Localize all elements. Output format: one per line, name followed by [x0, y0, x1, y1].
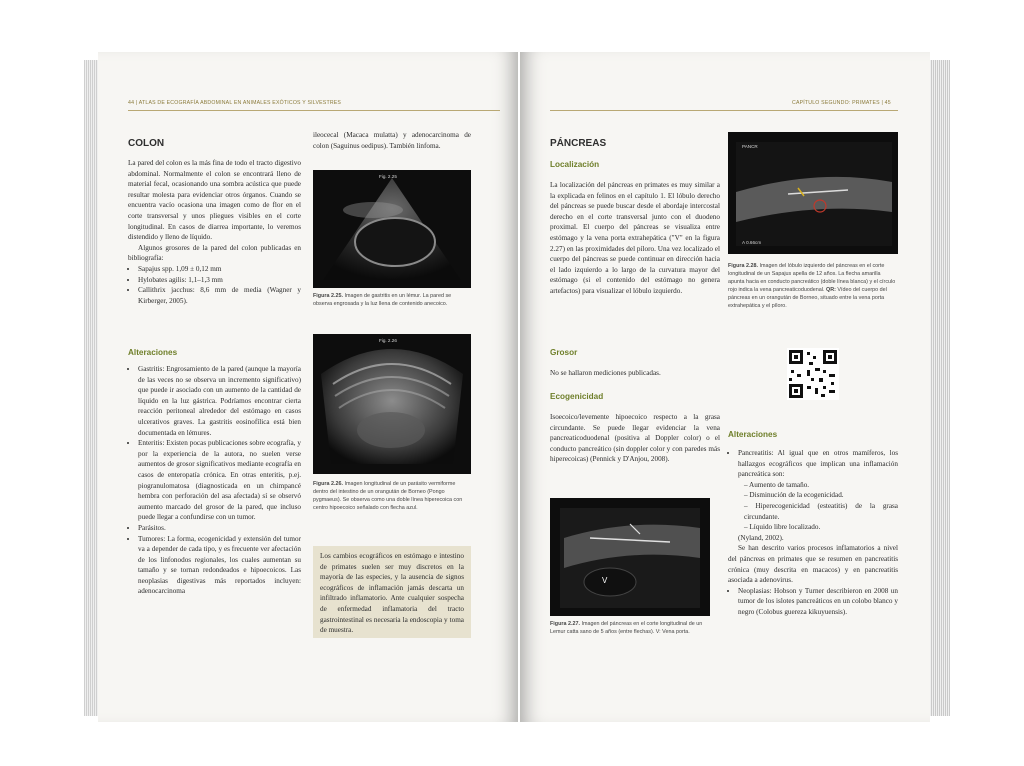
ultrasound-image	[313, 170, 471, 288]
fig25-caption-text: Imagen de gastritis en un lémur. La pared se observa engrosada y la luz llena de contenido anecoico.	[313, 293, 452, 307]
ultrasound-image	[313, 334, 471, 474]
fig28-qr-text: Vídeo del cuerpo del páncreas en un orangután de Borneo, situado entre la vena porta extrahepática y el píloro.	[728, 287, 887, 309]
pancreas-title: PÁNCREAS	[550, 138, 607, 149]
colon-intro: La pared del colon es la más fina de todo el tracto digestivo abdominal. Normalmente el colon se encontrará lleno de material fecal, ocasionando una sombra acústica que puede resultar molesta para evidenciar otros órganos. Cuando se encuentra vacío ocasiona una imagen como de flor en el corte transversal y unos pliegues visibles en el corte longitudinal. En casos de diarrea importante, lo veremos distendido y lleno de líquido.	[128, 159, 301, 242]
alteracion-enteritis: • Enteritis: Existen pocas publicaciones sobre ecografía, y por la experiencia de la autora, no suelen verse aumentos de grosor significativos mediante ecografía en casos de enteropatía crónica. En otras enteritis, p.ej. piogranulomatosa (diagnosticada en un chimpancé hembra con perforación del asa afectada) sí se observó aumento marcado del grosor de la pared, que incluso puede llegar a confundirse con un tumor.	[138, 438, 301, 523]
qr-code-graphic	[787, 348, 839, 400]
right-header-rule	[550, 110, 898, 111]
grosor-heading: Grosor	[550, 348, 578, 357]
pancreatitis-item	[738, 448, 898, 543]
thickness-item: • Callithrix jacchus: 8,6 mm de media (Wagner y Kirberger, 2005).	[138, 285, 301, 306]
right-running-head: CAPÍTULO SEGUNDO: PRIMATES | 45	[792, 100, 891, 106]
pancreatitis-subitem: – Aumento de tamaño.	[744, 480, 810, 489]
left-running-head: 44 | ATLAS DE ECOGRAFÍA ABDOMINAL EN ANIMALES EXÓTICOS Y SILVESTRES	[128, 100, 342, 106]
fig27-caption-bold: Figura 2.27.	[550, 621, 580, 627]
procesos-text: Se han descrito varios procesos inflamatorios a nivel del páncreas en primates que se resumen en pancreatitis crónica (muy descrita en macacos) y en pancreatitis asociada a adenovirus.	[728, 544, 898, 585]
page-edges-right	[930, 60, 950, 716]
ultrasound-image	[550, 498, 710, 616]
pancreatitis-sublist	[738, 480, 898, 544]
fig25-caption	[313, 292, 471, 308]
ultrasound-figure-2-28	[728, 132, 898, 254]
alteraciones-heading-left: Alteraciones	[128, 348, 178, 357]
alteraciones-list-left	[128, 364, 301, 597]
fig28-caption-bold: Figura 2.28.	[728, 263, 758, 269]
alteraciones-heading-right: Alteraciones	[728, 430, 778, 439]
colon-body	[128, 158, 301, 306]
fig26-caption	[313, 480, 471, 512]
localizacion-heading: Localización	[550, 160, 600, 169]
pancreas-alteraciones	[728, 448, 898, 618]
fig28-qr-bold: QR:	[826, 287, 836, 293]
colon-title: COLON	[128, 138, 165, 149]
page-edges-left	[84, 60, 98, 716]
grosor-text: No se hallaron mediciones publicadas.	[550, 369, 661, 377]
fig27-caption	[550, 620, 710, 636]
alteracion-tumores: • Tumores: La forma, ecogenicidad y extensión del tumor va a depender de cada tipo, y es frecuente ver afectación de los linfonodos regionales, los cuales aumentan su tamaño y se tornan redondeados e hipoecoicos. Las neoplasias digestivas más reportados incluyen: adenocarcinoma	[138, 534, 301, 598]
fig27-caption-text: Imagen del páncreas en el corte longitudinal de un Lemur catta sano de 5 años (entre flechas). V: Vena porta.	[550, 621, 703, 635]
fig26-caption-bold: Figura 2.26.	[313, 481, 343, 487]
info-box: Los cambios ecográficos en estómago e intestino de primates suelen ser muy discretos en la mayoría de las especies, y la ausencia de signos ecográficos de inflamación jamás descarta un infiltrado inflamatorio. Ante cualquier sospecha de enfermedad inflamatoria del tracto gastrointestinal es necesaria la endoscopia y toma de muestra.	[313, 546, 471, 638]
qr-code-icon[interactable]	[787, 348, 839, 400]
alteracion-gastritis: • Gastritis: Engrosamiento de la pared (aunque la mayoría de las veces no se observa un incremento significativo) que puede ir asociado con un aumento de la cantidad de líquido en la luz gástrica. Podríamos encontrar cierta reacción peritoneal alrededor del estómago en casos ulcerativos graves. La gastritis eosinofílica está bien documentada en lémures.	[138, 364, 301, 438]
fig28-label: PANCR	[742, 144, 758, 149]
thickness-item: • Hylobates agilis: 1,1–1,3 mm	[138, 275, 301, 286]
pancreatitis-subitem: – Líquido libre localizado.	[744, 523, 821, 532]
fig25-label: Fig. 2.25	[379, 174, 397, 179]
ultrasound-figure-2-27	[550, 498, 710, 616]
ultrasound-image	[728, 132, 898, 254]
alteracion-parasitos: • Parásitos.	[138, 523, 301, 534]
fig26-caption-text: Imagen longitudinal de un parásito vermiforme dentro del intestino de un orangután de Borneo (Pongo pygmaeus). Se observa como una doble línea hiperecoica con centro hipoecoico señalado con flecha azul.	[313, 481, 463, 511]
fig28-measure: A 0.66cm	[742, 240, 762, 245]
fig28-caption	[728, 262, 898, 310]
thickness-list	[128, 264, 301, 306]
fig27-v-label: V	[602, 576, 608, 585]
ecogenicidad-heading: Ecogenicidad	[550, 392, 604, 401]
ultrasound-figure-2-25	[313, 170, 471, 288]
nyland-citation: (Nyland, 2002).	[738, 533, 784, 542]
left-page	[98, 52, 518, 722]
thickness-intro: Algunos grosores de la pared del colon publicadas en bibliografía:	[128, 243, 301, 263]
colon-col2-text: ileocecal (Macaca mulatta) y adenocarcinoma de colon (Saguinus oedipus). También linfoma.	[313, 131, 471, 150]
left-header-rule	[128, 110, 500, 111]
fig26-label: Fig. 2.26	[379, 338, 397, 343]
pancreatitis-subitem: – Hiperecogenicidad (esteatitis) de la grasa circundante.	[744, 501, 898, 521]
thickness-item: • Sapajus spp. 1,09 ± 0,12 mm	[138, 264, 301, 275]
fig28-caption-text: Imagen del lóbulo izquierdo del páncreas en el corte longitudinal de un Sapajus apella de 12 años. La flecha amarilla apunta hacia en conducto pancreático (doble línea blanca) y el círculo rojo indica la vena pancreaticoduodenal.	[728, 263, 896, 293]
right-page	[520, 52, 930, 722]
localizacion-text: La localización del páncreas en primates es muy similar a la explicada en felinos en el capítulo 1. El lóbulo derecho del páncreas se puede buscar desde el abordaje intercostal derecho en el corte transversal junto con el duodeno proximal. El cuerpo del páncreas se visualiza entre estómago y la vena porta extrahepática ("V" en la figura 2.27) en las proximidades del píloro. Una vez localizado el cuerpo del páncreas se puede continuar en dirección hacia el lado izquierdo a lo largo de la curvatura mayor del estómago (si el contenido del estómago no genera artefactos) para visualizar el lóbulo izquierdo.	[550, 181, 720, 295]
ecogenicidad-text: Isoecoico/levemente hipoecoico respecto a la grasa circundante. Se puede llegar evidenciar la vena pancreaticoduodenal (positiva al Doppler color) o el conducto pancreático (sin doppler color y con paredes más hiperecoicas) (Pennick y D'Anjou, 2008).	[550, 413, 720, 464]
pancreatitis-subitem: – Disminución de la ecogenicidad.	[744, 491, 844, 500]
fig25-caption-bold: Figura 2.25.	[313, 293, 343, 299]
pancreatitis-text: Pancreatitis: Al igual que en otros mamíferos, los hallazgos ecográficos que implican una inflamación pancreática son:	[738, 449, 898, 479]
neoplasias-item: • Neoplasias: Hobson y Turner describieron en 2008 un tumor de los islotes pancreáticos en un colobo blanco y negro (Colobus guereza kikuyuensis).	[738, 586, 898, 618]
ultrasound-figure-2-26	[313, 334, 471, 474]
open-book	[84, 52, 954, 722]
